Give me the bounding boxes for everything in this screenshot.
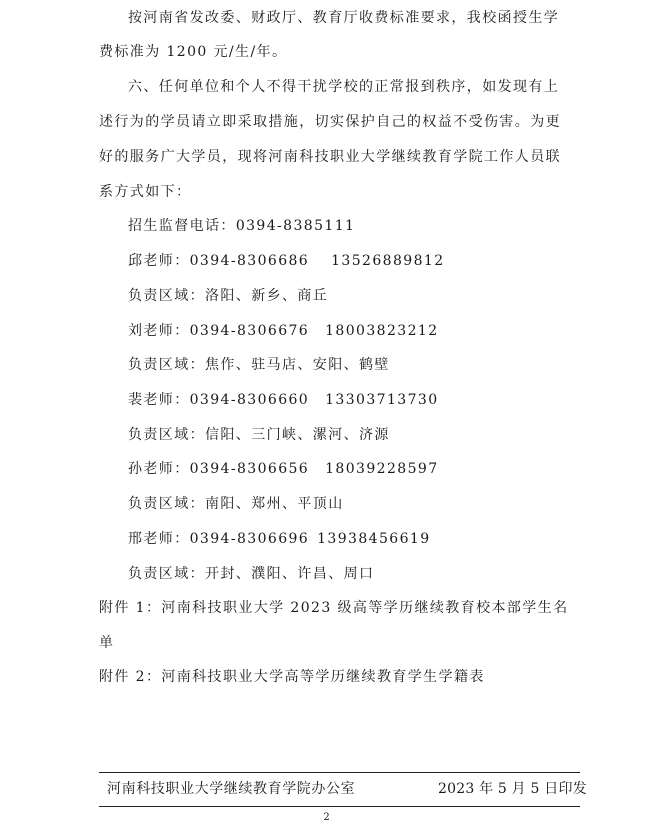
footer-bottom-rule	[99, 806, 580, 807]
region-label: 负责区域：	[128, 427, 205, 443]
region-list: 开封、濮阳、许昌、周口	[205, 566, 375, 582]
contact-mobile: 18003823212	[325, 323, 439, 339]
region-list: 洛阳、新乡、商丘	[205, 288, 329, 304]
contact-office-phone: 0394-8306686	[189, 253, 310, 269]
contact-mobile: 13303713730	[325, 392, 439, 408]
footer-date: 2023 年 5 月 5 日印发	[438, 781, 587, 797]
region-list: 南阳、郑州、平顶山	[205, 496, 344, 512]
contact-mobile: 13938456619	[317, 531, 431, 547]
contact-office-phone: 0394-8306676	[189, 323, 310, 339]
supervision-phone: 0394-8385111	[235, 218, 356, 234]
attachment-1-line-2: 单	[99, 635, 115, 651]
region-label: 负责区域：	[128, 566, 205, 582]
contact-name: 孙老师：	[128, 461, 190, 477]
contact-office-phone: 0394-8306660	[189, 392, 310, 408]
region-list: 焦作、驻马店、安阳、鹤壁	[205, 357, 390, 373]
item6-paragraph-line-3: 好的服务广大学员，现将河南科技职业大学继续教育学院工作人员联	[99, 149, 561, 165]
contact-line-4	[128, 458, 568, 480]
contact-name: 刘老师：	[128, 323, 190, 339]
region-line-5	[128, 563, 568, 585]
contact-line-3	[128, 389, 568, 411]
footer-top-rule	[99, 772, 580, 773]
region-list: 信阳、三门峡、漯河、济源	[205, 427, 390, 443]
supervision-phone-line	[128, 215, 568, 237]
fee-paragraph-line-1: 按河南省发改委、财政厅、教育厅收费标准要求，我校函授生学	[128, 10, 560, 26]
region-line-1	[128, 285, 568, 307]
attachment-1-line-1: 附件 1：河南科技职业大学 2023 级高等学历继续教育校本部学生名	[99, 600, 569, 616]
contact-name: 邱老师：	[128, 253, 190, 269]
contact-name: 邢老师：	[128, 531, 190, 547]
supervision-label: 招生监督电话：	[128, 218, 236, 234]
item6-paragraph-line-4: 系方式如下：	[99, 184, 192, 200]
footer-issuer: 河南科技职业大学继续教育学院办公室	[107, 781, 356, 797]
region-line-2	[128, 354, 568, 376]
contact-mobile: 13526889812	[331, 253, 445, 269]
contact-line-2	[128, 320, 568, 342]
contact-office-phone: 0394-8306696	[189, 531, 310, 547]
item6-paragraph-line-2: 述行为的学员请立即采取措施，切实保护自己的权益不受伤害。为更	[99, 114, 561, 130]
fee-paragraph-line-2: 费标准为 1200 元/生/年。	[99, 44, 288, 60]
page-number: 2	[323, 812, 330, 823]
contact-name: 裴老师：	[128, 392, 190, 408]
region-label: 负责区域：	[128, 357, 205, 373]
region-label: 负责区域：	[128, 496, 205, 512]
contact-mobile: 18039228597	[325, 461, 439, 477]
region-line-4	[128, 493, 568, 515]
item6-paragraph-line-1: 六、任何单位和个人不得干扰学校的正常报到秩序，如发现有上	[128, 79, 560, 95]
contact-line-5	[128, 528, 568, 550]
region-label: 负责区域：	[128, 288, 205, 304]
region-line-3	[128, 424, 568, 446]
contact-office-phone: 0394-8306656	[189, 461, 310, 477]
contact-line-1	[128, 250, 568, 272]
attachment-2: 附件 2：河南科技职业大学高等学历继续教育学生学籍表	[99, 669, 485, 685]
